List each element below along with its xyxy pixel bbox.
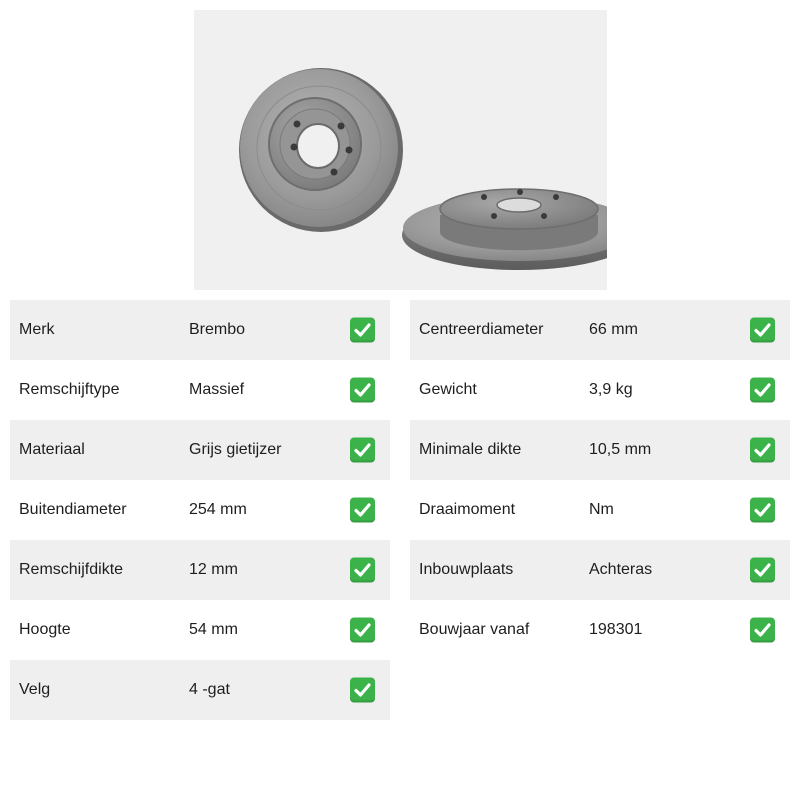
check-icon bbox=[750, 618, 775, 643]
spec-table-left bbox=[10, 300, 390, 720]
spec-value: 12 mm bbox=[189, 561, 238, 578]
spec-row-materiaal bbox=[10, 420, 390, 480]
spec-label: Minimale dikte bbox=[419, 441, 522, 458]
spec-value: Nm bbox=[589, 501, 614, 518]
product-image bbox=[194, 10, 607, 290]
spec-value: Grijs gietijzer bbox=[189, 441, 282, 458]
spec-row-draaimoment bbox=[410, 480, 790, 540]
spec-label: Draaimoment bbox=[419, 501, 516, 518]
spec-label: Inbouwplaats bbox=[419, 561, 514, 578]
spec-value: 3,9 kg bbox=[589, 381, 633, 398]
spec-value: 54 mm bbox=[189, 621, 238, 638]
check-icon bbox=[350, 558, 375, 583]
check-icon bbox=[750, 498, 775, 523]
spec-table-right bbox=[410, 300, 790, 660]
spec-label: Hoogte bbox=[19, 621, 71, 638]
check-icon bbox=[750, 318, 775, 343]
spec-value: 198301 bbox=[589, 621, 643, 638]
spec-row-remschijftype bbox=[10, 360, 390, 420]
spec-value: Achteras bbox=[589, 561, 653, 578]
spec-value: 4 -gat bbox=[189, 681, 230, 698]
spec-row-remschijfdikte bbox=[10, 540, 390, 600]
spec-label: Velg bbox=[19, 681, 51, 698]
check-icon bbox=[350, 318, 375, 343]
spec-value: 254 mm bbox=[189, 501, 247, 518]
check-icon bbox=[350, 498, 375, 523]
spec-value: 66 mm bbox=[589, 321, 638, 338]
spec-row-gewicht bbox=[410, 360, 790, 420]
spec-value: 10,5 mm bbox=[589, 441, 652, 458]
spec-value: Brembo bbox=[189, 321, 246, 338]
check-icon bbox=[750, 378, 775, 403]
spec-label: Bouwjaar vanaf bbox=[419, 621, 530, 638]
check-icon bbox=[350, 678, 375, 703]
spec-row-merk bbox=[10, 300, 390, 360]
spec-label: Centreerdiameter bbox=[419, 321, 544, 338]
spec-row-velg bbox=[10, 660, 390, 720]
spec-label: Merk bbox=[19, 321, 55, 338]
spec-row-minimale-dikte bbox=[410, 420, 790, 480]
spec-row-hoogte bbox=[10, 600, 390, 660]
spec-row-inbouwplaats bbox=[410, 540, 790, 600]
spec-label: Remschijfdikte bbox=[19, 561, 124, 578]
spec-row-buitendiameter bbox=[10, 480, 390, 540]
spec-label: Materiaal bbox=[19, 441, 85, 458]
check-icon bbox=[750, 558, 775, 583]
spec-label: Remschijftype bbox=[19, 381, 120, 398]
check-icon bbox=[350, 438, 375, 463]
spec-row-bouwjaar-vanaf bbox=[410, 600, 790, 660]
spec-value: Massief bbox=[189, 381, 245, 398]
brake-disc-pair-image bbox=[194, 10, 607, 290]
spec-label: Gewicht bbox=[419, 381, 477, 398]
check-icon bbox=[350, 618, 375, 643]
spec-label: Buitendiameter bbox=[19, 501, 127, 518]
check-icon bbox=[750, 438, 775, 463]
spec-row-centreerdiameter bbox=[410, 300, 790, 360]
check-icon bbox=[350, 378, 375, 403]
